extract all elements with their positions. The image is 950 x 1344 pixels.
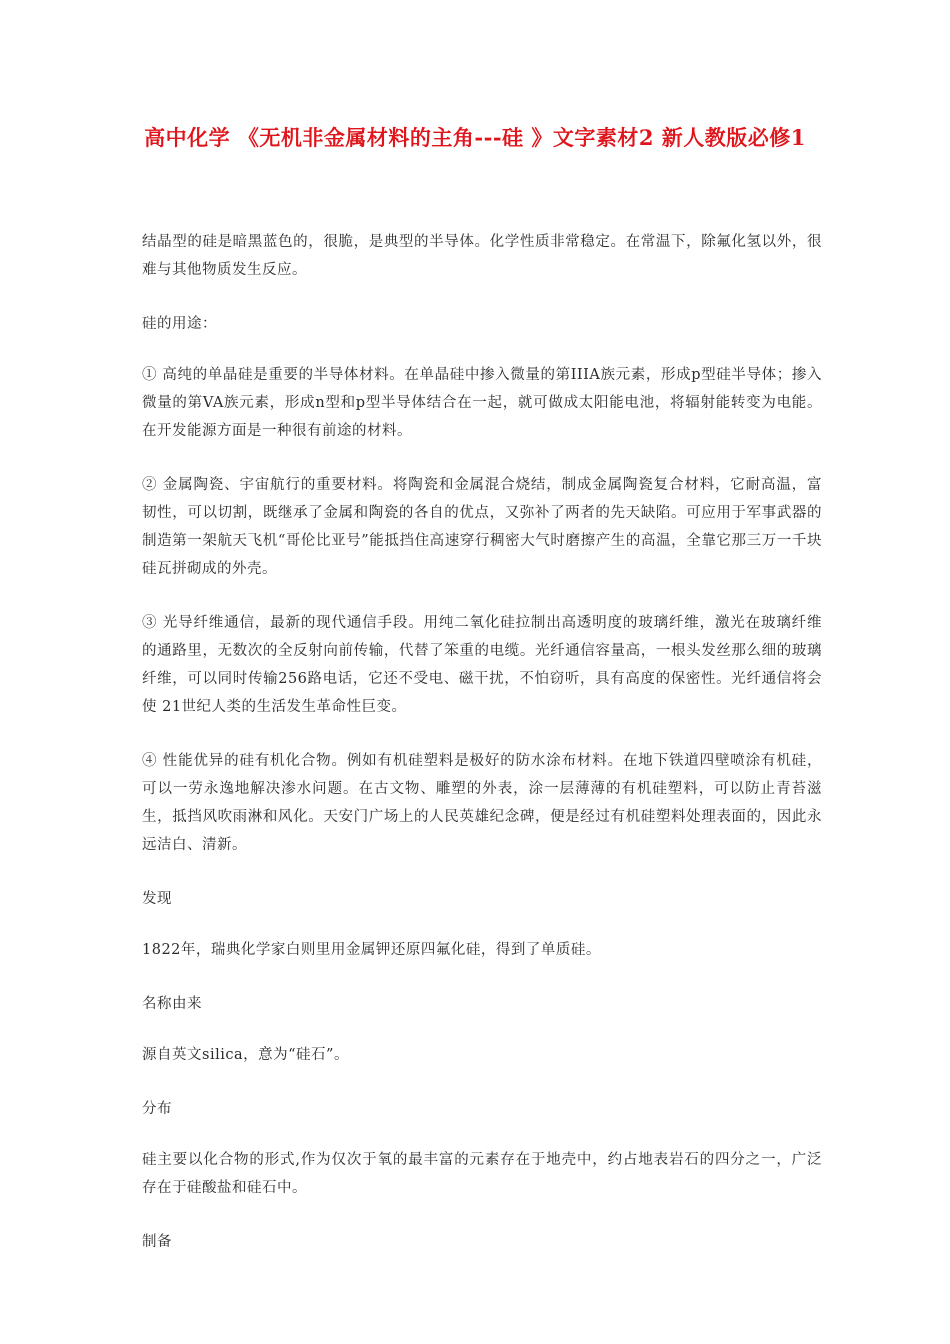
paragraph-use-cermet: ② 金属陶瓷、宇宙航行的重要材料。将陶瓷和金属混合烧结，制成金属陶瓷复合材料，它耐高温，富韧性，可以切割，既继承了金属和陶瓷的各自的优点，又弥补了两者的先天缺陷。可应用于军事武器的制造第一架航天飞机“哥伦比亚号”能抵挡住高速穿行稠密大气时磨擦产生的高温，全靠它那三万一千块硅瓦拼砌成的外壳。 <box>142 477 822 577</box>
paragraph-use-optical-fiber: ③ 光导纤维通信，最新的现代通信手段。用纯二氧化硅拉制出高透明度的玻璃纤维，激光在玻璃纤维的通路里，无数次的全反射向前传输，代替了笨重的电缆。光纤通信容量高，一根头发丝那么细的玻璃纤维，可以同时传输256路电话，它还不受电、磁干扰，不怕窃听，具有高度的保密性。光纤通信将会使 21世纪人类的生活发生革命性巨变。 <box>142 615 822 715</box>
section-heading-name-origin: 名称由来 <box>142 996 202 1012</box>
section-heading-uses: 硅的用途： <box>142 316 217 332</box>
paragraph-use-semiconductor: ① 高纯的单晶硅是重要的半导体材料。在单晶硅中掺入微量的第IIIA族元素，形成p型硅半导体；掺入微量的第VA族元素，形成n型和p型半导体结合在一起，就可做成太阳能电池，将辐射能转变为电能。在开发能源方面是一种很有前途的材料。 <box>142 367 822 439</box>
document-body <box>142 228 822 1279</box>
paragraph-distribution: 硅主要以化合物的形式,作为仅次于氧的最丰富的元素存在于地壳中，约占地表岩石的四分之一，广泛存在于硅酸盐和硅石中。 <box>142 1152 822 1196</box>
paragraph-name-origin: 源自英文silica，意为“硅石”。 <box>142 1047 349 1063</box>
section-heading-preparation: 制备 <box>142 1234 172 1250</box>
paragraph-use-organosilicon: ④ 性能优异的硅有机化合物。例如有机硅塑料是极好的防水涂布材料。在地下铁道四壁喷涂有机硅，可以一劳永逸地解决渗水问题。在古文物、雕塑的外表，涂一层薄薄的有机硅塑料，可以防止青苔滋生，抵挡风吹雨淋和风化。天安门广场上的人民英雄纪念碑，便是经过有机硅塑料处理表面的，因此永远洁白、清新。 <box>142 753 822 853</box>
section-heading-distribution: 分布 <box>142 1101 172 1117</box>
paragraph-silicon-properties: 结晶型的硅是暗黑蓝色的，很脆，是典型的半导体。化学性质非常稳定。在常温下，除氟化氢以外，很难与其他物质发生反应。 <box>142 234 822 278</box>
paragraph-discovery: 1822年，瑞典化学家白则里用金属钾还原四氟化硅，得到了单质硅。 <box>142 942 601 958</box>
document-title: 高中化学 《无机非金属材料的主角---硅 》文字素材2 新人教版必修1 <box>144 125 806 150</box>
section-heading-discovery: 发现 <box>142 891 172 907</box>
